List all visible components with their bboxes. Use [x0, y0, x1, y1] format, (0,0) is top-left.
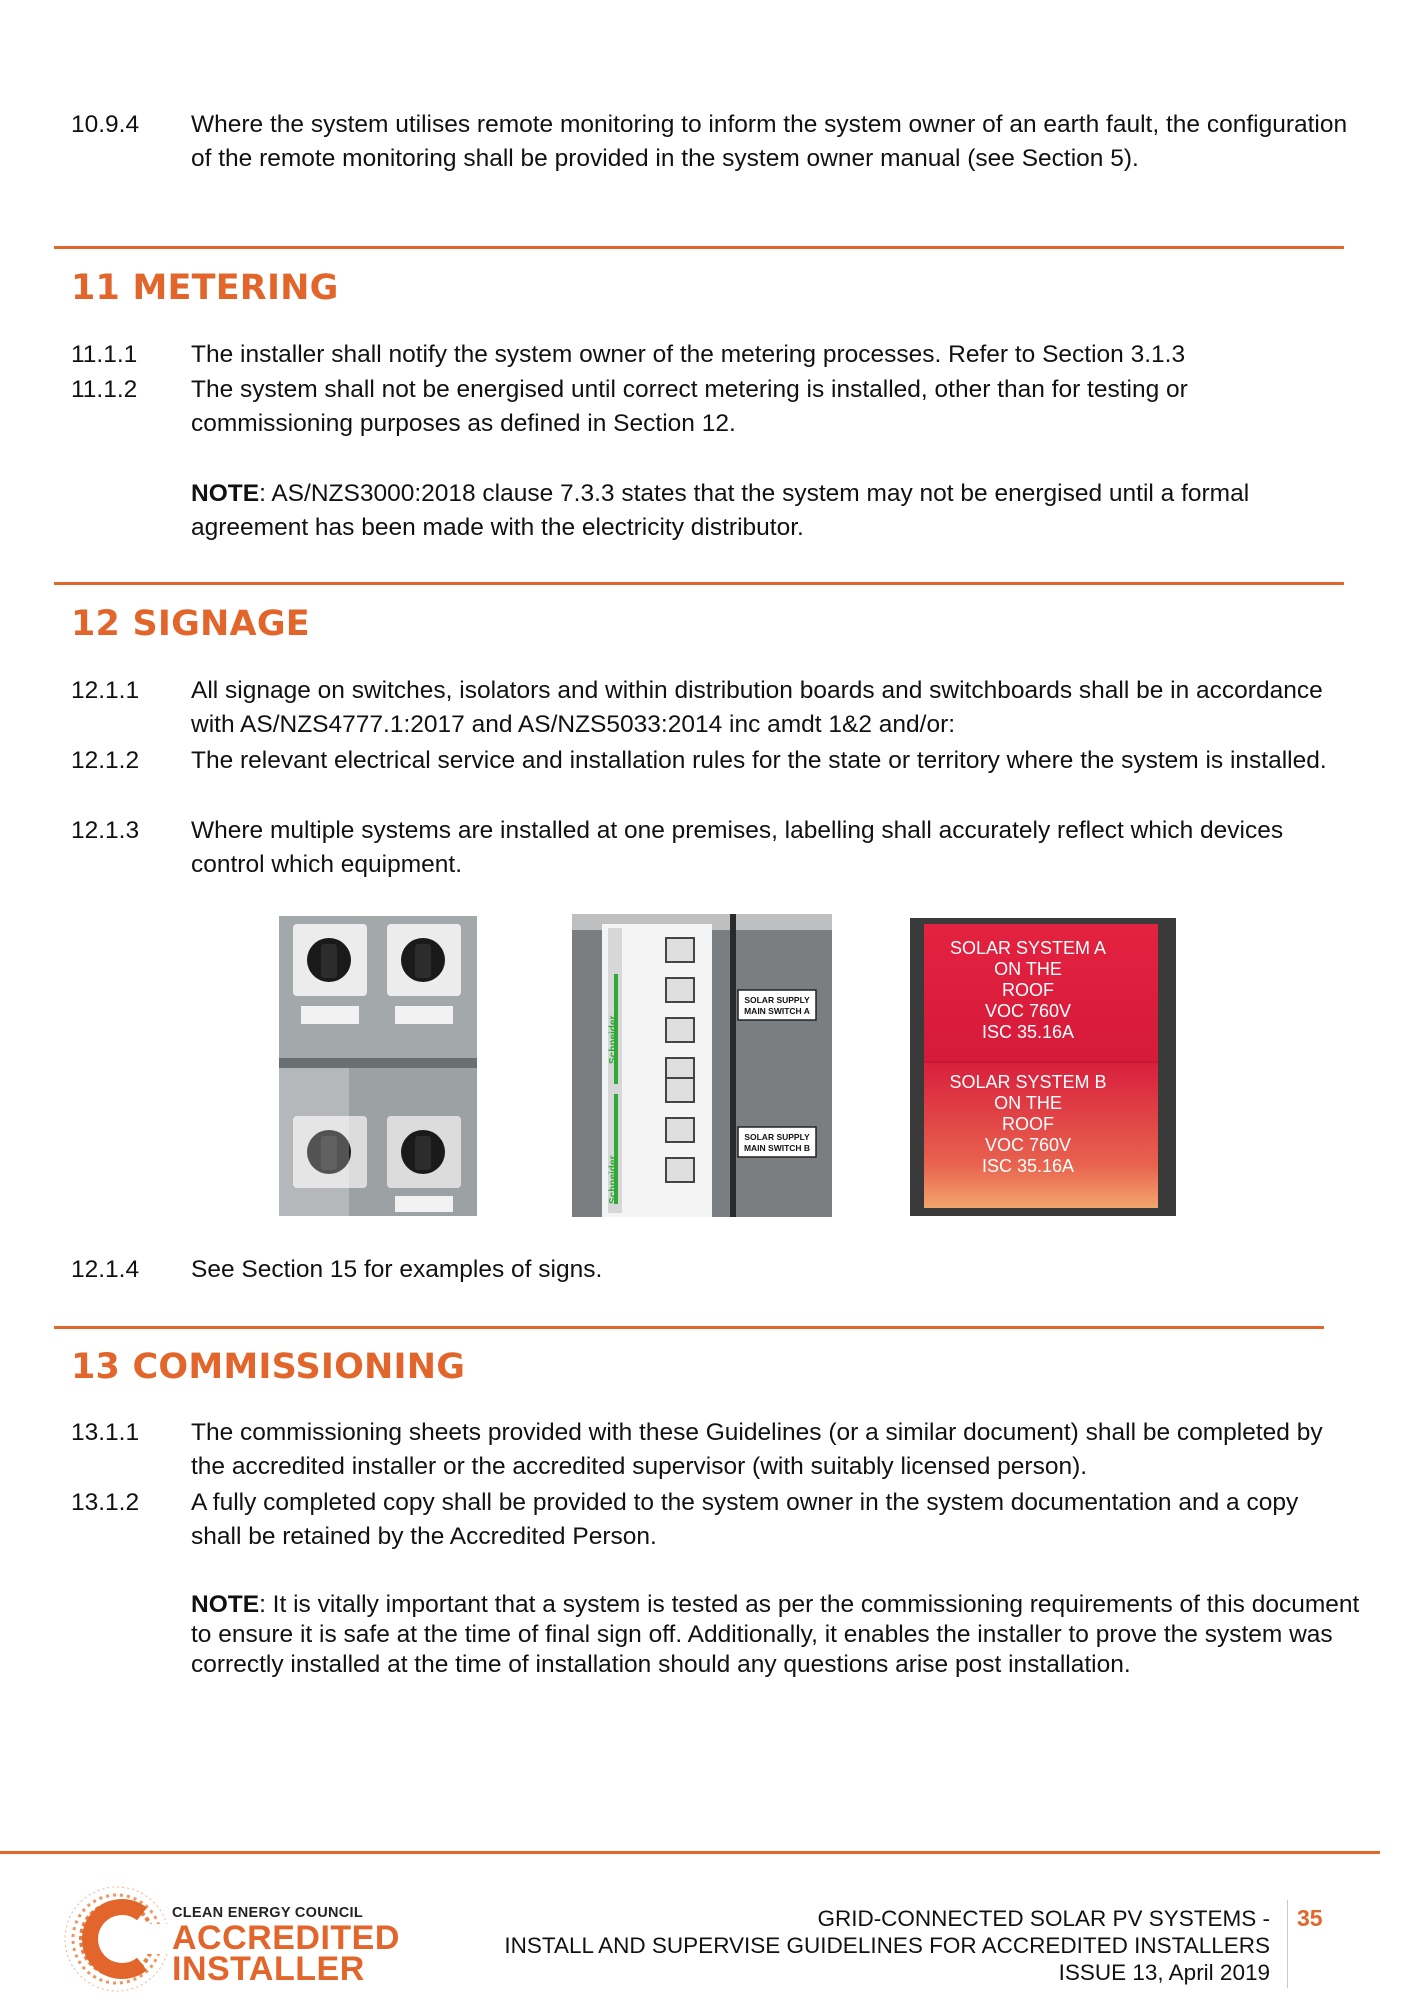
clause-number: 10.9.4 — [71, 111, 140, 138]
logo-c-mark-icon — [62, 1884, 172, 1994]
clause-text: See Section 15 for examples of signs. — [191, 1256, 603, 1283]
note-text: : It is vitally important that a system is tested as per the commissioning requirements of this document to ensure it is safe at the time of final sign off. Additionally, it enables the installer to prove the system was correctly installed at the time of installation should any questions arise post installation. — [191, 1591, 1360, 1678]
photo-dc-isolators — [279, 916, 477, 1216]
sign-a-line2: ON THE — [994, 959, 1062, 979]
switch-a-label-line2: MAIN SWITCH A — [744, 1006, 810, 1016]
clause-number: 12.1.2 — [71, 747, 140, 774]
section-heading-signage: 12 SIGNAGE — [71, 604, 310, 644]
clause-number: 13.1.2 — [71, 1489, 140, 1516]
page-number: 35 — [1297, 1905, 1323, 1931]
isolator-panel-illustration — [279, 916, 477, 1216]
footer-title-line2: INSTALL AND SUPERVISE GUIDELINES FOR ACCREDITED INSTALLERS — [504, 1933, 1270, 1958]
sign-a-line4: VOC 760V — [984, 1001, 1072, 1021]
clause-text: The relevant electrical service and installation rules for the state or territory where the system is installed. — [191, 747, 1327, 774]
sign-b-line3: ROOF — [1002, 1114, 1054, 1134]
switch-b-label-line1: SOLAR SUPPLY — [744, 1132, 810, 1142]
clause-text: The installer shall notify the system owner of the metering processes. Refer to Section 3.1.3 — [191, 341, 1186, 368]
clause-text: A fully completed copy shall be provided to the system owner in the system documentation and a copy shall be retained by the Accredited Person. — [191, 1489, 1299, 1550]
sign-a-line5: ISC 35.16A — [981, 1022, 1075, 1042]
clause-number: 11.1.1 — [71, 341, 138, 368]
clause-number: 12.1.3 — [71, 817, 140, 844]
footer-title-line1: GRID-CONNECTED SOLAR PV SYSTEMS - — [817, 1906, 1270, 1931]
logo-accredited: ACCREDITED — [172, 1919, 400, 1957]
section-heading-commissioning: 13 COMMISSIONING — [71, 1347, 466, 1387]
commissioning-note — [191, 1590, 1371, 1680]
section-divider — [54, 582, 1344, 585]
signs-illustration — [910, 918, 1176, 1216]
logo-installer: INSTALLER — [172, 1950, 365, 1988]
clause-text: The commissioning sheets provided with these Guidelines (or a similar document) shall be completed by the accredited installer or the accredited supervisor (with suitably licensed person). — [191, 1419, 1323, 1480]
footer-divider — [0, 1851, 1380, 1854]
photo-solar-system-signs — [910, 918, 1176, 1216]
clause-text: Where multiple systems are installed at one premises, labelling shall accurately reflect which devices control which equipment. — [191, 817, 1284, 878]
clause-number: 12.1.4 — [71, 1256, 140, 1283]
photo-main-switches — [572, 914, 832, 1217]
sign-b-line4: VOC 760V — [984, 1135, 1072, 1155]
breaker-brand-a: Schneider — [608, 1015, 619, 1064]
clause-number: 13.1.1 — [71, 1419, 140, 1446]
clause-number: 12.1.1 — [71, 677, 140, 704]
breaker-illustration — [572, 914, 832, 1217]
breaker-brand-b: Schneider — [608, 1155, 619, 1204]
logo-organisation-name: CLEAN ENERGY COUNCIL — [172, 1905, 364, 1921]
footer-vertical-divider — [1287, 1900, 1288, 1988]
note-text: : AS/NZS3000:2018 clause 7.3.3 states that the system may not be energised until a formal agreement has been made with the electricity distributor. — [191, 480, 1250, 541]
note-label: NOTE — [191, 1591, 260, 1618]
sign-b-line1: SOLAR SYSTEM B — [949, 1072, 1107, 1092]
clause-text: Where the system utilises remote monitoring to inform the system owner of an earth fault, the configuration of the remote monitoring shall be provided in the system owner manual (see Section 5). — [191, 111, 1348, 172]
switch-a-label-line1: SOLAR SUPPLY — [744, 995, 810, 1005]
footer-issue: ISSUE 13, April 2019 — [1058, 1960, 1270, 1985]
metering-note — [191, 477, 1371, 545]
clause-text: The system shall not be energised until correct metering is installed, other than for testing or commissioning purposes as defined in Section 12. — [191, 376, 1188, 437]
sign-a-line3: ROOF — [1002, 980, 1054, 1000]
section-divider — [54, 246, 1344, 249]
note-label: NOTE — [191, 480, 260, 507]
clause-number: 11.1.2 — [71, 376, 138, 403]
switch-b-label-line2: MAIN SWITCH B — [743, 1143, 811, 1153]
section-heading-metering: 11 METERING — [71, 268, 339, 308]
sign-a-line1: SOLAR SYSTEM A — [949, 938, 1107, 958]
sign-b-line5: ISC 35.16A — [981, 1156, 1075, 1176]
sign-b-line2: ON THE — [994, 1093, 1062, 1113]
clause-text: All signage on switches, isolators and within distribution boards and switchboards shall be in accordance with AS/NZS4777.1:2017 and AS/NZS5033:2014 inc amdt 1&2 and/or: — [191, 677, 1323, 738]
section-divider — [54, 1326, 1324, 1329]
